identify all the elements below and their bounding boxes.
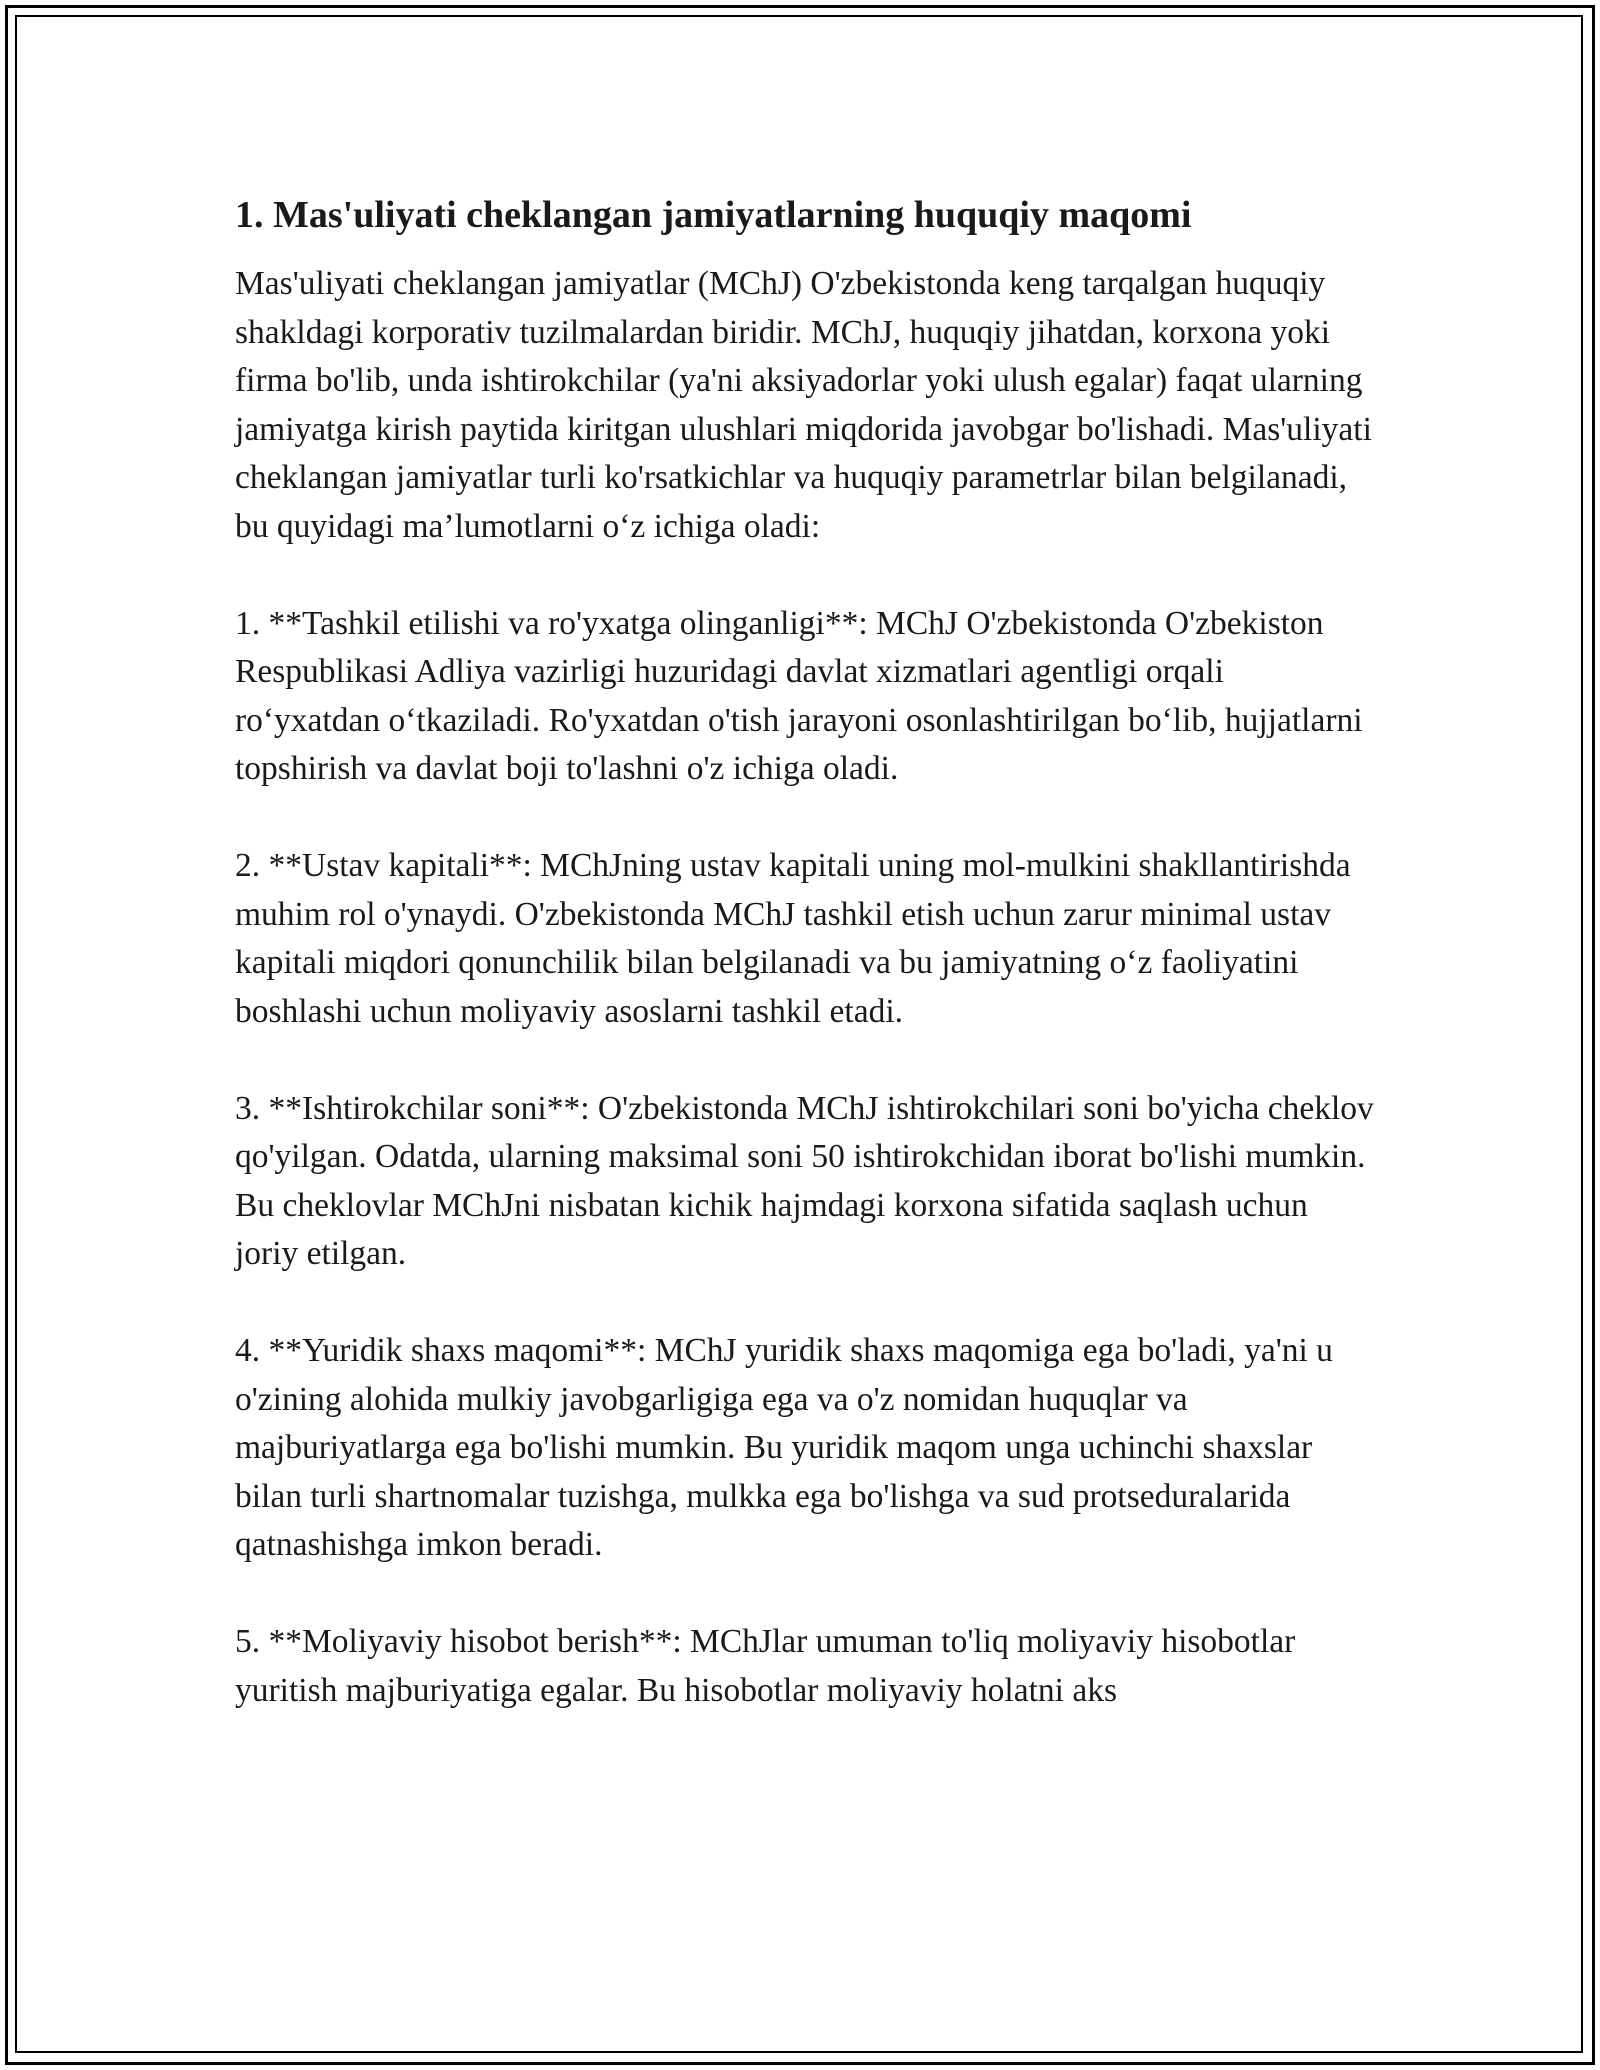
list-item-1: 1. **Tashkil etilishi va ro'yxatga olinganligi**: MChJ O'zbekistonda O'zbekiston Respublikasi Adliya vazirligi huzuridagi davlat xizmatlari agentligi orqali ro‘yxatdan o‘tkaziladi. Ro'yxatdan o'tish jarayoni osonlashtirilgan bo‘lib, hujjatlarni topshirish va davlat boji to'lashni o'z ichiga oladi. [235,604,1363,787]
intro-paragraph: Mas'uliyati cheklangan jamiyatlar (MChJ) O'zbekistonda keng tarqalgan huquqiy shakldagi korporativ tuzilmalardan biridir. MChJ, huquqiy jihatdan, korxona yoki firma bo'lib, unda ishtirokchilar (ya'ni aksiyadorlar yoki ulush egalar) faqat ularning jamiyatga kirish paytida kiritgan ulushlari miqdorida javobgar bo'lishadi. Mas'uliyati cheklangan jamiyatlar turli ko'rsatkichlar va huquqiy parametrlar bilan belgilanadi, bu quyidagi ma’lumotlarni o‘z ichiga oladi: [235,265,1372,545]
list-item-3: 3. **Ishtirokchilar soni**: O'zbekistonda MChJ ishtirokchilari soni bo'yicha cheklov qo'yilgan. Odatda, ularning maksimal soni 50 ishtirokchidan iborat bo'lishi mumkin. Bu cheklovlar MChJni nisbatan kichik hajmdagi korxona sifatida saqlash uchun joriy etilgan. [235,1089,1374,1272]
document-body [235,190,1375,1764]
list-item-2: 2. **Ustav kapitali**: MChJning ustav kapitali uning mol-mulkini shakllantirishda muhim rol o'ynaydi. O'zbekistonda MChJ tashkil etish uchun zarur minimal ustav kapitali miqdori qonunchilik bilan belgilanadi va bu jamiyatning o‘z faoliyatini boshlashi uchun moliyaviy asoslarni tashkil etadi. [235,847,1351,1030]
document-title: 1. Mas'uliyati cheklangan jamiyatlarning huquqiy maqomi [235,194,1192,236]
list-item-4: 4. **Yuridik shaxs maqomi**: MChJ yuridik shaxs maqomiga ega bo'ladi, ya'ni u o'zining alohida mulkiy javobgarligiga ega va o'z nomidan huquqlar va majburiyatlarga ega bo'lishi mumkin. Bu yuridik maqom unga uchinchi shaxslar bilan turli shartnomalar tuzishga, mulkka ega bo'lishga va sud protseduralarida qatnashishga imkon beradi. [235,1332,1333,1563]
list-item-5: 5. **Moliyaviy hisobot berish**: MChJlar umuman to'liq moliyaviy hisobotlar yuritish majburiyatiga egalar. Bu hisobotlar moliyaviy holatni aks [235,1623,1296,1709]
